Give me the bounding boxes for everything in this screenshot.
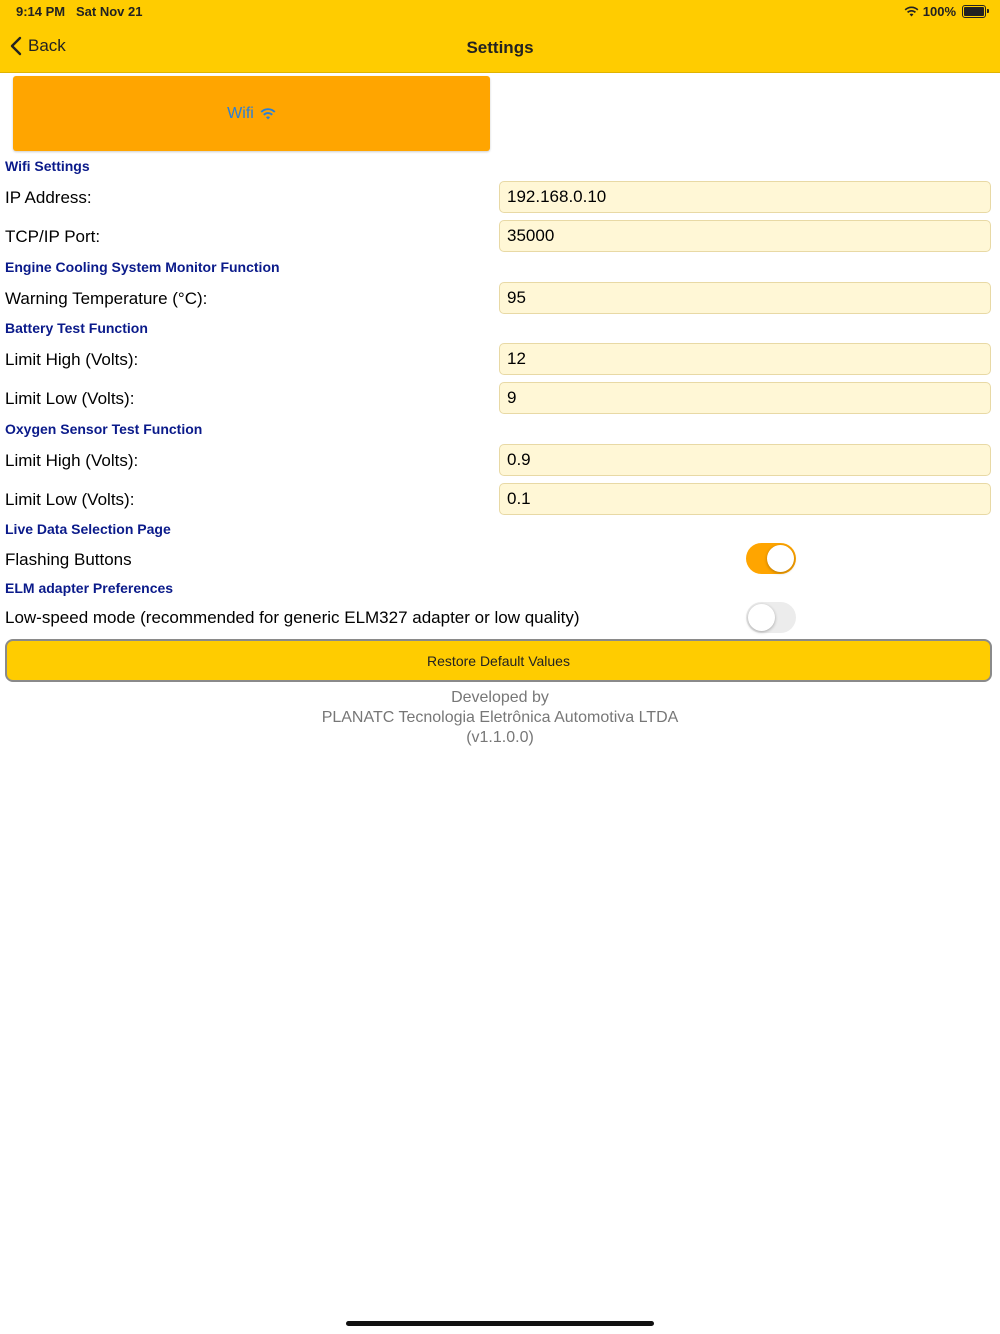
restore-defaults-label: Restore Default Values bbox=[427, 652, 570, 669]
warning-temperature-label: Warning Temperature (°C): bbox=[5, 289, 208, 308]
ip-address-label: IP Address: bbox=[5, 188, 92, 207]
footer-version: (v1.1.0.0) bbox=[466, 729, 534, 746]
page-title: Settings bbox=[466, 38, 534, 57]
home-indicator[interactable] bbox=[346, 1321, 654, 1326]
ip-address-field[interactable] bbox=[499, 181, 991, 213]
footer-developed-by: Developed by bbox=[451, 689, 549, 706]
battery-limit-low-label: Limit Low (Volts): bbox=[5, 389, 135, 408]
battery-limit-low-field[interactable] bbox=[499, 382, 991, 414]
section-oxygen-sensor: Oxygen Sensor Test Function bbox=[5, 421, 203, 437]
restore-defaults-button[interactable] bbox=[5, 639, 992, 682]
battery-icon bbox=[962, 5, 986, 18]
tcp-port-label: TCP/IP Port: bbox=[5, 227, 101, 246]
oxygen-limit-high-field[interactable] bbox=[499, 444, 991, 476]
status-time-text: 9:14 PM bbox=[16, 4, 66, 19]
battery-limit-high-field[interactable] bbox=[499, 343, 991, 375]
footer-company: PLANATC Tecnologia Eletrônica Automotiva LTDA bbox=[321, 709, 679, 726]
flashing-buttons-label: Flashing Buttons bbox=[5, 550, 132, 569]
section-elm-preferences: ELM adapter Preferences bbox=[5, 580, 174, 596]
tcp-port-field[interactable] bbox=[499, 220, 991, 252]
flashing-buttons-toggle[interactable] bbox=[746, 543, 796, 574]
navigation-bar bbox=[0, 0, 1000, 73]
oxygen-limit-low-label: Limit Low (Volts): bbox=[5, 490, 135, 509]
toggle-knob bbox=[767, 545, 794, 572]
low-speed-mode-toggle[interactable] bbox=[746, 602, 796, 633]
back-label: Back bbox=[28, 36, 66, 55]
oxygen-limit-low-field[interactable] bbox=[499, 483, 991, 515]
warning-temperature-field[interactable] bbox=[499, 282, 991, 314]
wifi-icon bbox=[260, 107, 276, 120]
status-time bbox=[16, 4, 142, 19]
oxygen-limit-high-label: Limit High (Volts): bbox=[5, 451, 139, 470]
tab-wifi-label: Wifi bbox=[227, 104, 254, 122]
toggle-knob bbox=[748, 604, 775, 631]
section-live-data: Live Data Selection Page bbox=[5, 521, 171, 537]
battery-percent: 100% bbox=[922, 4, 956, 19]
status-date-text: Sat Nov 21 bbox=[75, 4, 143, 19]
battery-limit-high-label: Limit High (Volts): bbox=[5, 350, 139, 369]
section-engine-cooling: Engine Cooling System Monitor Function bbox=[5, 259, 280, 275]
tab-wifi[interactable] bbox=[13, 76, 490, 151]
section-battery-test: Battery Test Function bbox=[5, 320, 148, 336]
low-speed-mode-label: Low-speed mode (recommended for generic ELM327 adapter or low quality) bbox=[5, 608, 580, 627]
wifi-signal-icon bbox=[904, 6, 919, 17]
section-wifi-settings: Wifi Settings bbox=[5, 158, 90, 174]
status-indicators bbox=[904, 4, 986, 19]
